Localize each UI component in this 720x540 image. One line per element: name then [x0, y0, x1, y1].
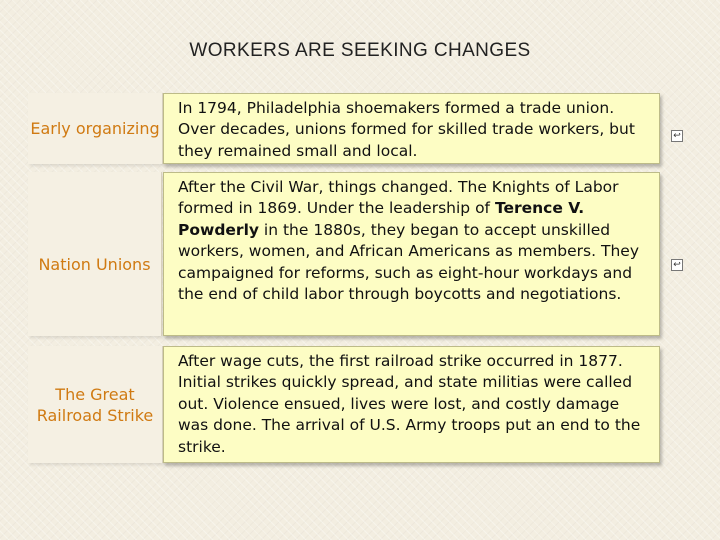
content-text: After the Civil War, things changed. The Knights of Labor formed in 1869. Under the leadership of — [178, 178, 619, 218]
row-content-early-organizing — [163, 93, 660, 164]
row-content-nation-unions — [163, 172, 660, 336]
row-label-text: Early organizing — [30, 119, 160, 138]
return-icon[interactable]: ↩ — [671, 130, 683, 142]
row-content-great-railroad-strike — [163, 346, 660, 463]
row-label-text: The Great Railroad Strike — [36, 384, 154, 425]
content-text: After wage cuts, the first railroad strike occurred in 1877. Initial strikes quickly spread, and state militias were called out. Violence ensued, lives were lost, and costly damage was done. The arrival of U.S. Army troops put an end to the strike. — [178, 352, 641, 456]
return-icon[interactable]: ↩ — [671, 259, 683, 271]
slide-title: WORKERS ARE SEEKING CHANGES — [189, 40, 531, 61]
content-text: in the 1880s, they began to accept unskilled workers, women, and African Americans as members. They campaigned for reforms, such as eight-hour workdays and the end of child labor through boycotts and negotiations. — [178, 220, 639, 304]
row-label-great-railroad-strike — [28, 346, 163, 463]
content-text: In 1794, Philadelphia shoemakers formed a trade union. Over decades, unions formed for skilled trade workers, but they remained small and local. — [178, 99, 635, 160]
row-label-early-organizing — [28, 93, 163, 164]
row-label-text: Nation Unions — [38, 254, 151, 274]
row-label-nation-unions — [28, 172, 162, 336]
content-emphasis: Terence V. Powderly — [178, 199, 585, 239]
